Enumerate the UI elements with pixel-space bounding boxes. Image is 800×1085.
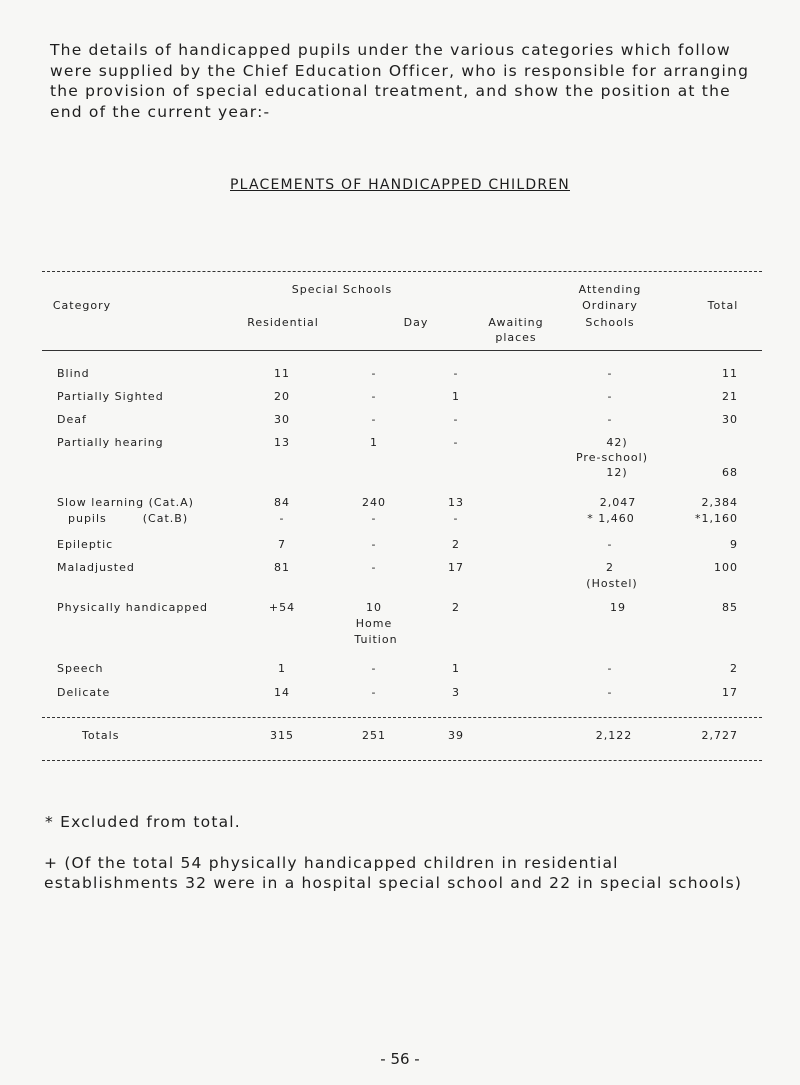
cell-day: - — [371, 662, 377, 675]
total-awaiting: 39 — [448, 729, 464, 742]
cell-awaiting: - — [453, 413, 459, 426]
cell-awaiting: 1 — [452, 390, 460, 403]
total-day: 251 — [362, 729, 386, 742]
cell-awaiting: 13 — [448, 496, 464, 509]
cell-total: 30 — [722, 413, 738, 426]
cell-total: 11 — [722, 367, 738, 380]
intro-paragraph: The details of handicapped pupils under the various categories which follow were supplied by the Chief Education Officer, who is responsible for arranging the provision of special educational treatment, and show the position at the end of the current year:- — [50, 41, 750, 121]
cell-day: 240 — [362, 496, 386, 509]
cell-residential: 13 — [274, 436, 290, 449]
cell-total: 2,384 — [701, 496, 738, 509]
cell-total: 68 — [722, 466, 738, 479]
cell-ordinary: 12) — [606, 466, 628, 479]
header-category: Category — [52, 299, 112, 312]
cell-ordinary-note: (Hostel) — [586, 577, 638, 590]
row-label: Slow learning (Cat.A) — [57, 496, 194, 509]
cell-total: 100 — [714, 561, 738, 574]
row-label: Physically handicapped — [57, 601, 209, 614]
cell-awaiting: 2 — [452, 601, 460, 614]
cell-day: - — [371, 561, 377, 574]
cell-ordinary: 42) — [606, 436, 628, 449]
cell-total: *1,160 — [695, 512, 738, 525]
cell-residential: 1 — [278, 662, 286, 675]
cell-ordinary-note: Pre-school) — [575, 451, 649, 464]
cell-ordinary: - — [607, 686, 613, 699]
row-label: Epileptic — [57, 538, 114, 551]
cell-awaiting: 2 — [452, 538, 460, 551]
header-rule — [42, 350, 762, 351]
cell-day: - — [371, 512, 377, 525]
header-awaiting: Awaiting — [488, 316, 544, 329]
total-grand: 2,727 — [701, 729, 738, 742]
table-bottom-rule — [42, 760, 762, 761]
cell-ordinary: - — [607, 390, 613, 403]
cell-total: 21 — [722, 390, 738, 403]
row-label: Speech — [57, 662, 104, 675]
table-top-rule — [42, 271, 762, 272]
footnote-physically-handicapped: + (Of the total 54 physically handicapped children in residential establishments 32 were in a hospital special school and 22 in special schools) — [44, 854, 743, 892]
totals-label: Totals — [82, 729, 120, 742]
cell-day-note: Tuition — [354, 633, 398, 646]
cell-day: - — [371, 686, 377, 699]
cell-ordinary: - — [607, 367, 613, 380]
header-special-schools: Special Schools — [291, 283, 393, 296]
cell-day-note: Home — [355, 617, 393, 630]
header-attending: Attending — [578, 283, 642, 296]
row-label: Deaf — [57, 413, 87, 426]
row-label: Delicate — [57, 686, 111, 699]
cell-ordinary: 2,047 — [599, 496, 637, 509]
cell-awaiting: 1 — [452, 662, 460, 675]
header-residential: Residential — [247, 316, 319, 329]
header-ordinary: Ordinary — [582, 299, 638, 312]
footnote-excluded: * Excluded from total. — [45, 813, 241, 831]
row-label: Partially hearing — [57, 436, 164, 449]
cell-ordinary: 19 — [610, 601, 626, 614]
cell-awaiting: - — [453, 436, 459, 449]
cell-residential: 7 — [278, 538, 286, 551]
cell-residential: 81 — [274, 561, 290, 574]
header-schools: Schools — [585, 316, 635, 329]
cell-residential: +54 — [268, 601, 296, 614]
cell-day: - — [371, 390, 377, 403]
cell-ordinary: - — [607, 413, 613, 426]
cell-residential: 30 — [274, 413, 290, 426]
row-label: Blind — [57, 367, 90, 380]
totals-top-rule — [42, 717, 762, 718]
cell-day: - — [371, 413, 377, 426]
cell-day: - — [371, 538, 377, 551]
cell-total: 17 — [722, 686, 738, 699]
cell-day: 1 — [370, 436, 378, 449]
cell-day: - — [371, 367, 377, 380]
cell-awaiting: 17 — [448, 561, 464, 574]
cell-residential: 20 — [274, 390, 290, 403]
cell-awaiting: 3 — [452, 686, 460, 699]
header-total: Total — [707, 299, 739, 312]
header-day: Day — [403, 316, 429, 329]
header-places: places — [495, 331, 537, 344]
cell-awaiting: - — [453, 512, 459, 525]
cell-day: 10 — [366, 601, 382, 614]
total-residential: 315 — [270, 729, 294, 742]
cell-total: 2 — [730, 662, 738, 675]
cell-ordinary: 2 — [606, 561, 614, 574]
cell-total: 9 — [730, 538, 738, 551]
cell-total: 85 — [722, 601, 738, 614]
table-title: PLACEMENTS OF HANDICAPPED CHILDREN — [230, 177, 570, 193]
cell-ordinary: - — [607, 538, 613, 551]
row-label: Maladjusted — [57, 561, 135, 574]
row-label: pupils (Cat.B) — [68, 512, 189, 525]
page-number: - 56 - — [380, 1050, 420, 1068]
cell-ordinary: * 1,460 — [587, 512, 635, 525]
cell-residential: - — [279, 512, 285, 525]
total-ordinary: 2,122 — [595, 729, 633, 742]
cell-ordinary: - — [607, 662, 613, 675]
cell-residential: 11 — [274, 367, 290, 380]
cell-awaiting: - — [453, 367, 459, 380]
cell-residential: 84 — [274, 496, 290, 509]
row-label: Partially Sighted — [57, 390, 164, 403]
cell-residential: 14 — [274, 686, 290, 699]
